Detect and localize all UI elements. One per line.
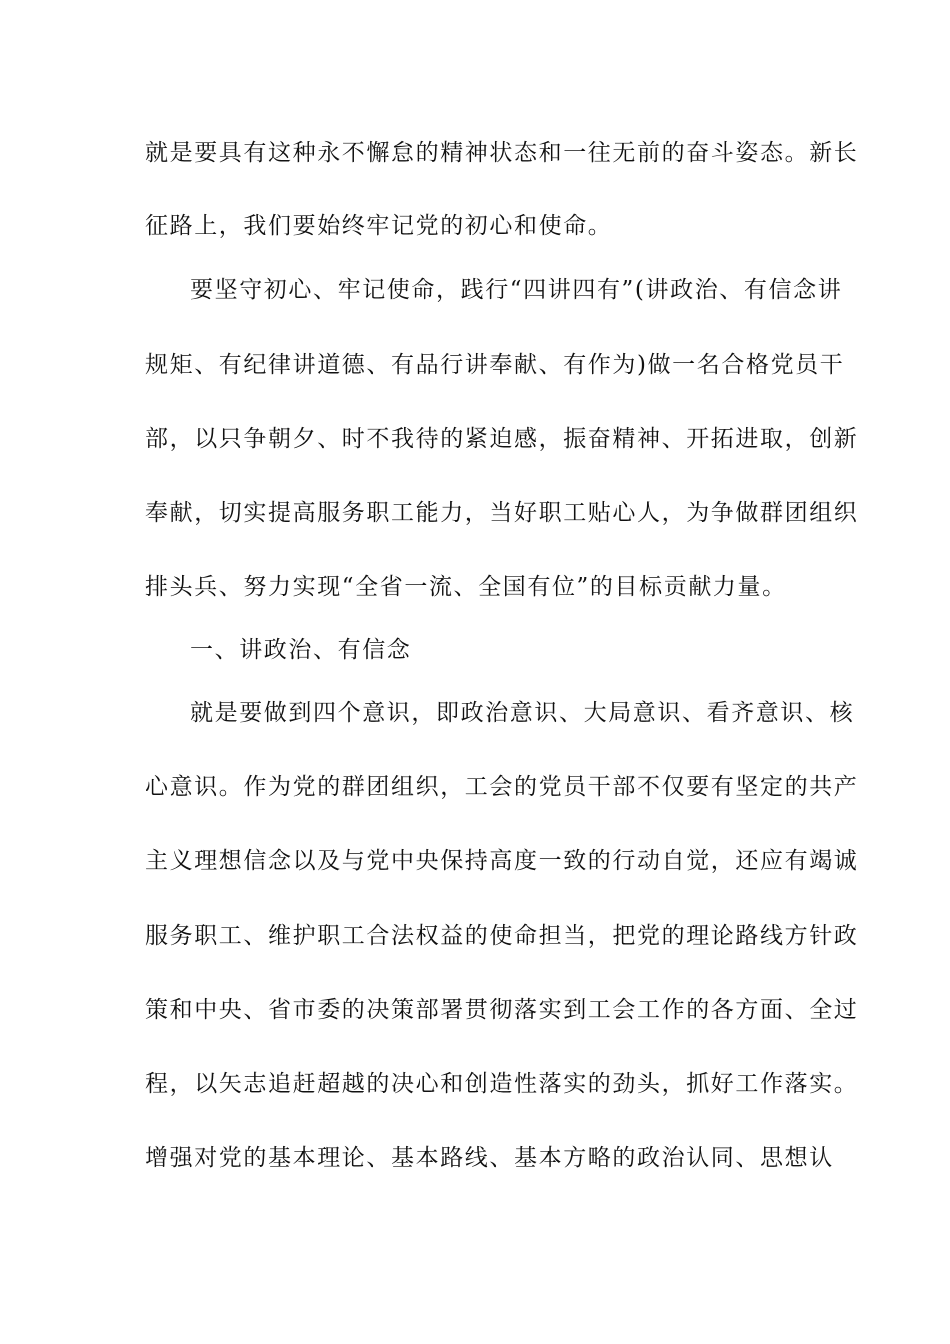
text-line-15: 增强对党的基本理论、基本路线、基本方略的政治认同、思想认 bbox=[145, 1145, 834, 1171]
text-line-3: 要坚守初心、牢记使命，践行“四讲四有”(讲政治、有信念讲 bbox=[190, 277, 843, 303]
text-line-13: 策和中央、省市委的决策部署贯彻落实到工会工作的各方面、全过 bbox=[145, 997, 859, 1023]
text-line-10: 心意识。作为党的群团组织，工会的党员干部不仅要有坚定的共产 bbox=[145, 774, 859, 800]
text-line-5: 部，以只争朝夕、时不我待的紧迫感，振奋精神、开拓进取，创新 bbox=[145, 426, 859, 452]
text-line-1: 就是要具有这种永不懈怠的精神状态和一往无前的奋斗姿态。新长 bbox=[145, 140, 859, 166]
text-line-4: 规矩、有纪律讲道德、有品行讲奉献、有作为)做一名合格党员干 bbox=[145, 352, 845, 378]
text-line-12: 服务职工、维护职工合法权益的使命担当，把党的理论路线方针政 bbox=[145, 923, 859, 949]
text-line-7: 排头兵、努力实现“全省一流、全国有位”的目标贡献力量。 bbox=[145, 574, 787, 600]
text-line-2: 征路上，我们要始终牢记党的初心和使命。 bbox=[145, 213, 613, 239]
text-line-9: 就是要做到四个意识，即政治意识、大局意识、看齐意识、核 bbox=[190, 700, 855, 726]
text-line-14: 程，以矢志追赶超越的决心和创造性落实的劲头，抓好工作落实。 bbox=[145, 1071, 859, 1097]
text-line-6: 奉献，切实提高服务职工能力，当好职工贴心人，为争做群团组织 bbox=[145, 500, 859, 526]
section-heading: 一、讲政治、有信念 bbox=[190, 637, 412, 663]
text-line-11: 主义理想信念以及与党中央保持高度一致的行动自觉，还应有竭诚 bbox=[145, 848, 859, 874]
